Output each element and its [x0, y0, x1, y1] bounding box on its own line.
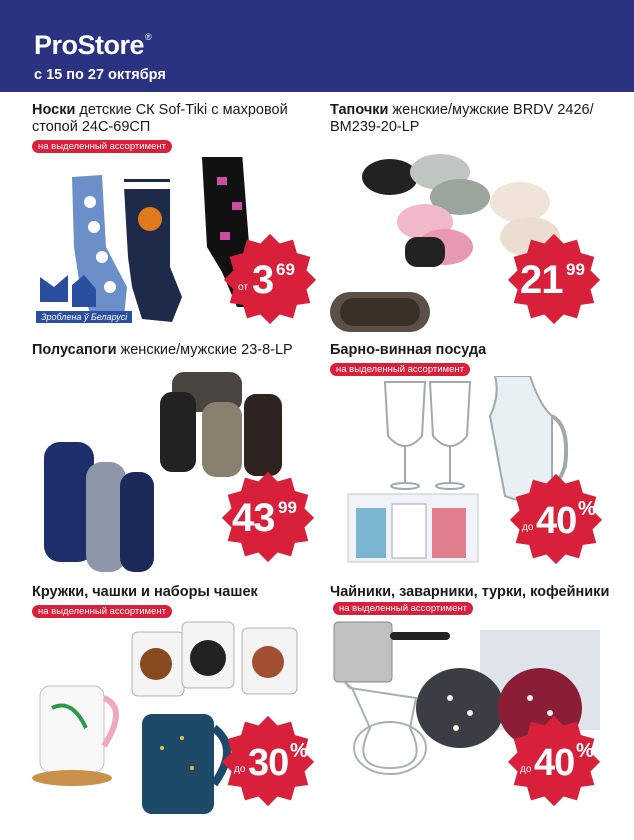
product-title: Барно-винная посуда: [330, 342, 487, 358]
brand-logo: ProStore®: [34, 30, 152, 60]
percent-sign: %: [578, 498, 596, 520]
price-burst: от 3 69: [222, 230, 318, 326]
product-card-kettles[interactable]: [330, 584, 630, 824]
product-title: Полусапоги женские/мужские 23-8-LP: [32, 342, 293, 358]
price-burst: [220, 468, 316, 564]
made-in-belarus-label: Зроблена ў Беларусі: [36, 311, 132, 323]
product-title: Кружки, чашки и наборы чашек: [32, 584, 258, 600]
price-cents: 99: [278, 498, 297, 517]
assortment-badge: на выделенный ассортимент: [333, 602, 473, 615]
price-burst: до 40 %: [506, 712, 602, 808]
assortment-badge: на выделенный ассортимент: [32, 605, 172, 618]
assortment-badge: на выделенный ассортимент: [32, 140, 172, 153]
price-value: 3: [252, 258, 274, 302]
percent-sign: %: [290, 740, 308, 762]
price-burst: до 30 %: [220, 712, 316, 808]
product-title: Тапочки женские/мужские BRDV 2426/ВМ239-20-LP: [330, 102, 594, 135]
price-value: 21: [520, 258, 563, 302]
product-title: Носки детские СК Sof-Tiki с махровой стопой 24С-69СП: [32, 102, 288, 135]
discount-value: 40: [536, 500, 577, 542]
assortment-badge: на выделенный ассортимент: [330, 363, 470, 376]
price-cents: 99: [566, 260, 585, 279]
discount-value: 40: [534, 742, 575, 784]
product-title: Чайники, заварники, турки, кофейникина выделенный ассортимент: [330, 584, 610, 614]
price-burst: [506, 230, 602, 326]
product-card-socks[interactable]: [32, 102, 332, 342]
price-burst: до 40 %: [508, 470, 604, 566]
product-card-slippers[interactable]: [330, 102, 630, 342]
price-value: 43: [232, 496, 275, 540]
discount-value: 30: [248, 742, 289, 784]
product-card-mugs[interactable]: [32, 584, 332, 824]
percent-sign: %: [576, 740, 594, 762]
header-banner: [0, 0, 634, 92]
promo-dates: с 15 по 27 октября: [34, 67, 166, 83]
product-card-glassware[interactable]: [330, 342, 630, 582]
price-cents: 69: [276, 260, 295, 279]
product-card-boots[interactable]: [32, 342, 332, 582]
